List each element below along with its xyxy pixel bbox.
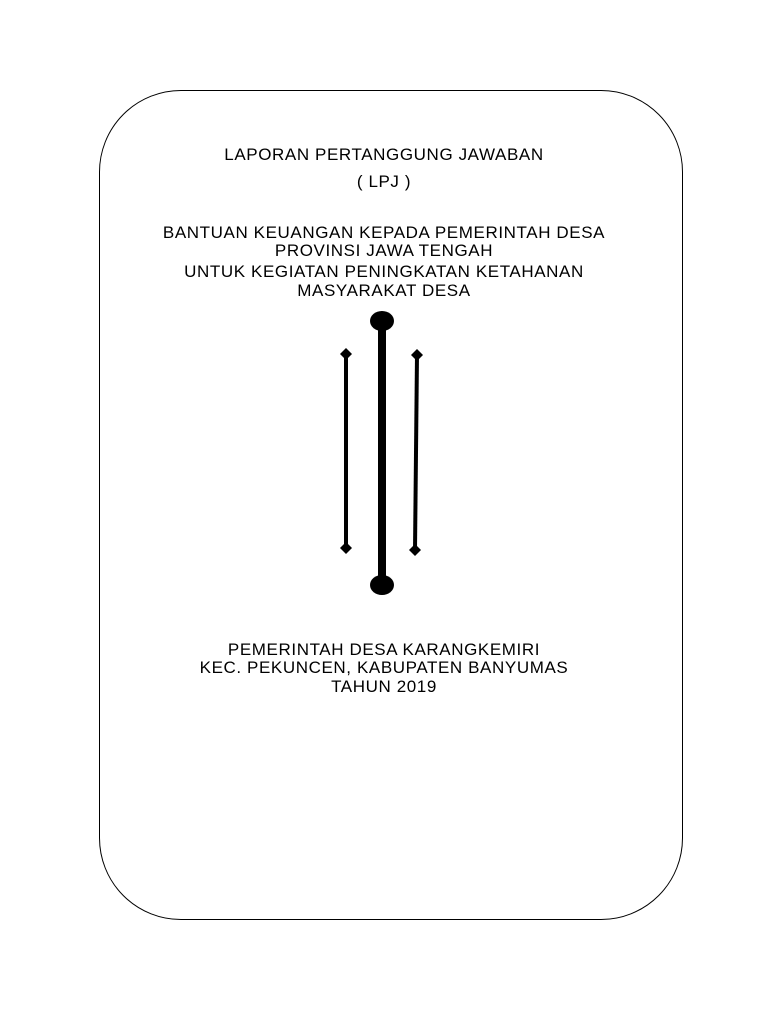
decorative-bars-icon	[330, 305, 440, 605]
left-bar-top-diamond	[340, 348, 352, 360]
subject-line-2: PROVINSI JAWA TENGAH	[274, 241, 494, 260]
center-bar-bottom-knob	[370, 575, 394, 595]
footer-line-1: PEMERINTAH DESA KARANGKEMIRI	[227, 640, 541, 659]
right-bar-top-diamond	[411, 349, 423, 361]
report-title: LAPORAN PERTANGGUNG JAWABAN	[224, 145, 544, 164]
subject-line-1: BANTUAN KEUANGAN KEPADA PEMERINTAH DESA	[162, 223, 606, 242]
center-bar-top-knob	[370, 311, 394, 331]
subject-line-4: MASYARAKAT DESA	[297, 281, 471, 300]
footer-line-3: TAHUN 2019	[331, 677, 437, 696]
left-bar-bottom-diamond	[340, 542, 352, 554]
report-abbreviation: ( LPJ )	[356, 172, 412, 191]
footer-line-2: KEC. PEKUNCEN, KABUPATEN BANYUMAS	[199, 658, 569, 677]
right-bar-bottom-diamond	[409, 544, 421, 556]
subject-line-3: UNTUK KEGIATAN PENINGKATAN KETAHANAN	[184, 262, 584, 281]
right-bar	[415, 355, 417, 550]
